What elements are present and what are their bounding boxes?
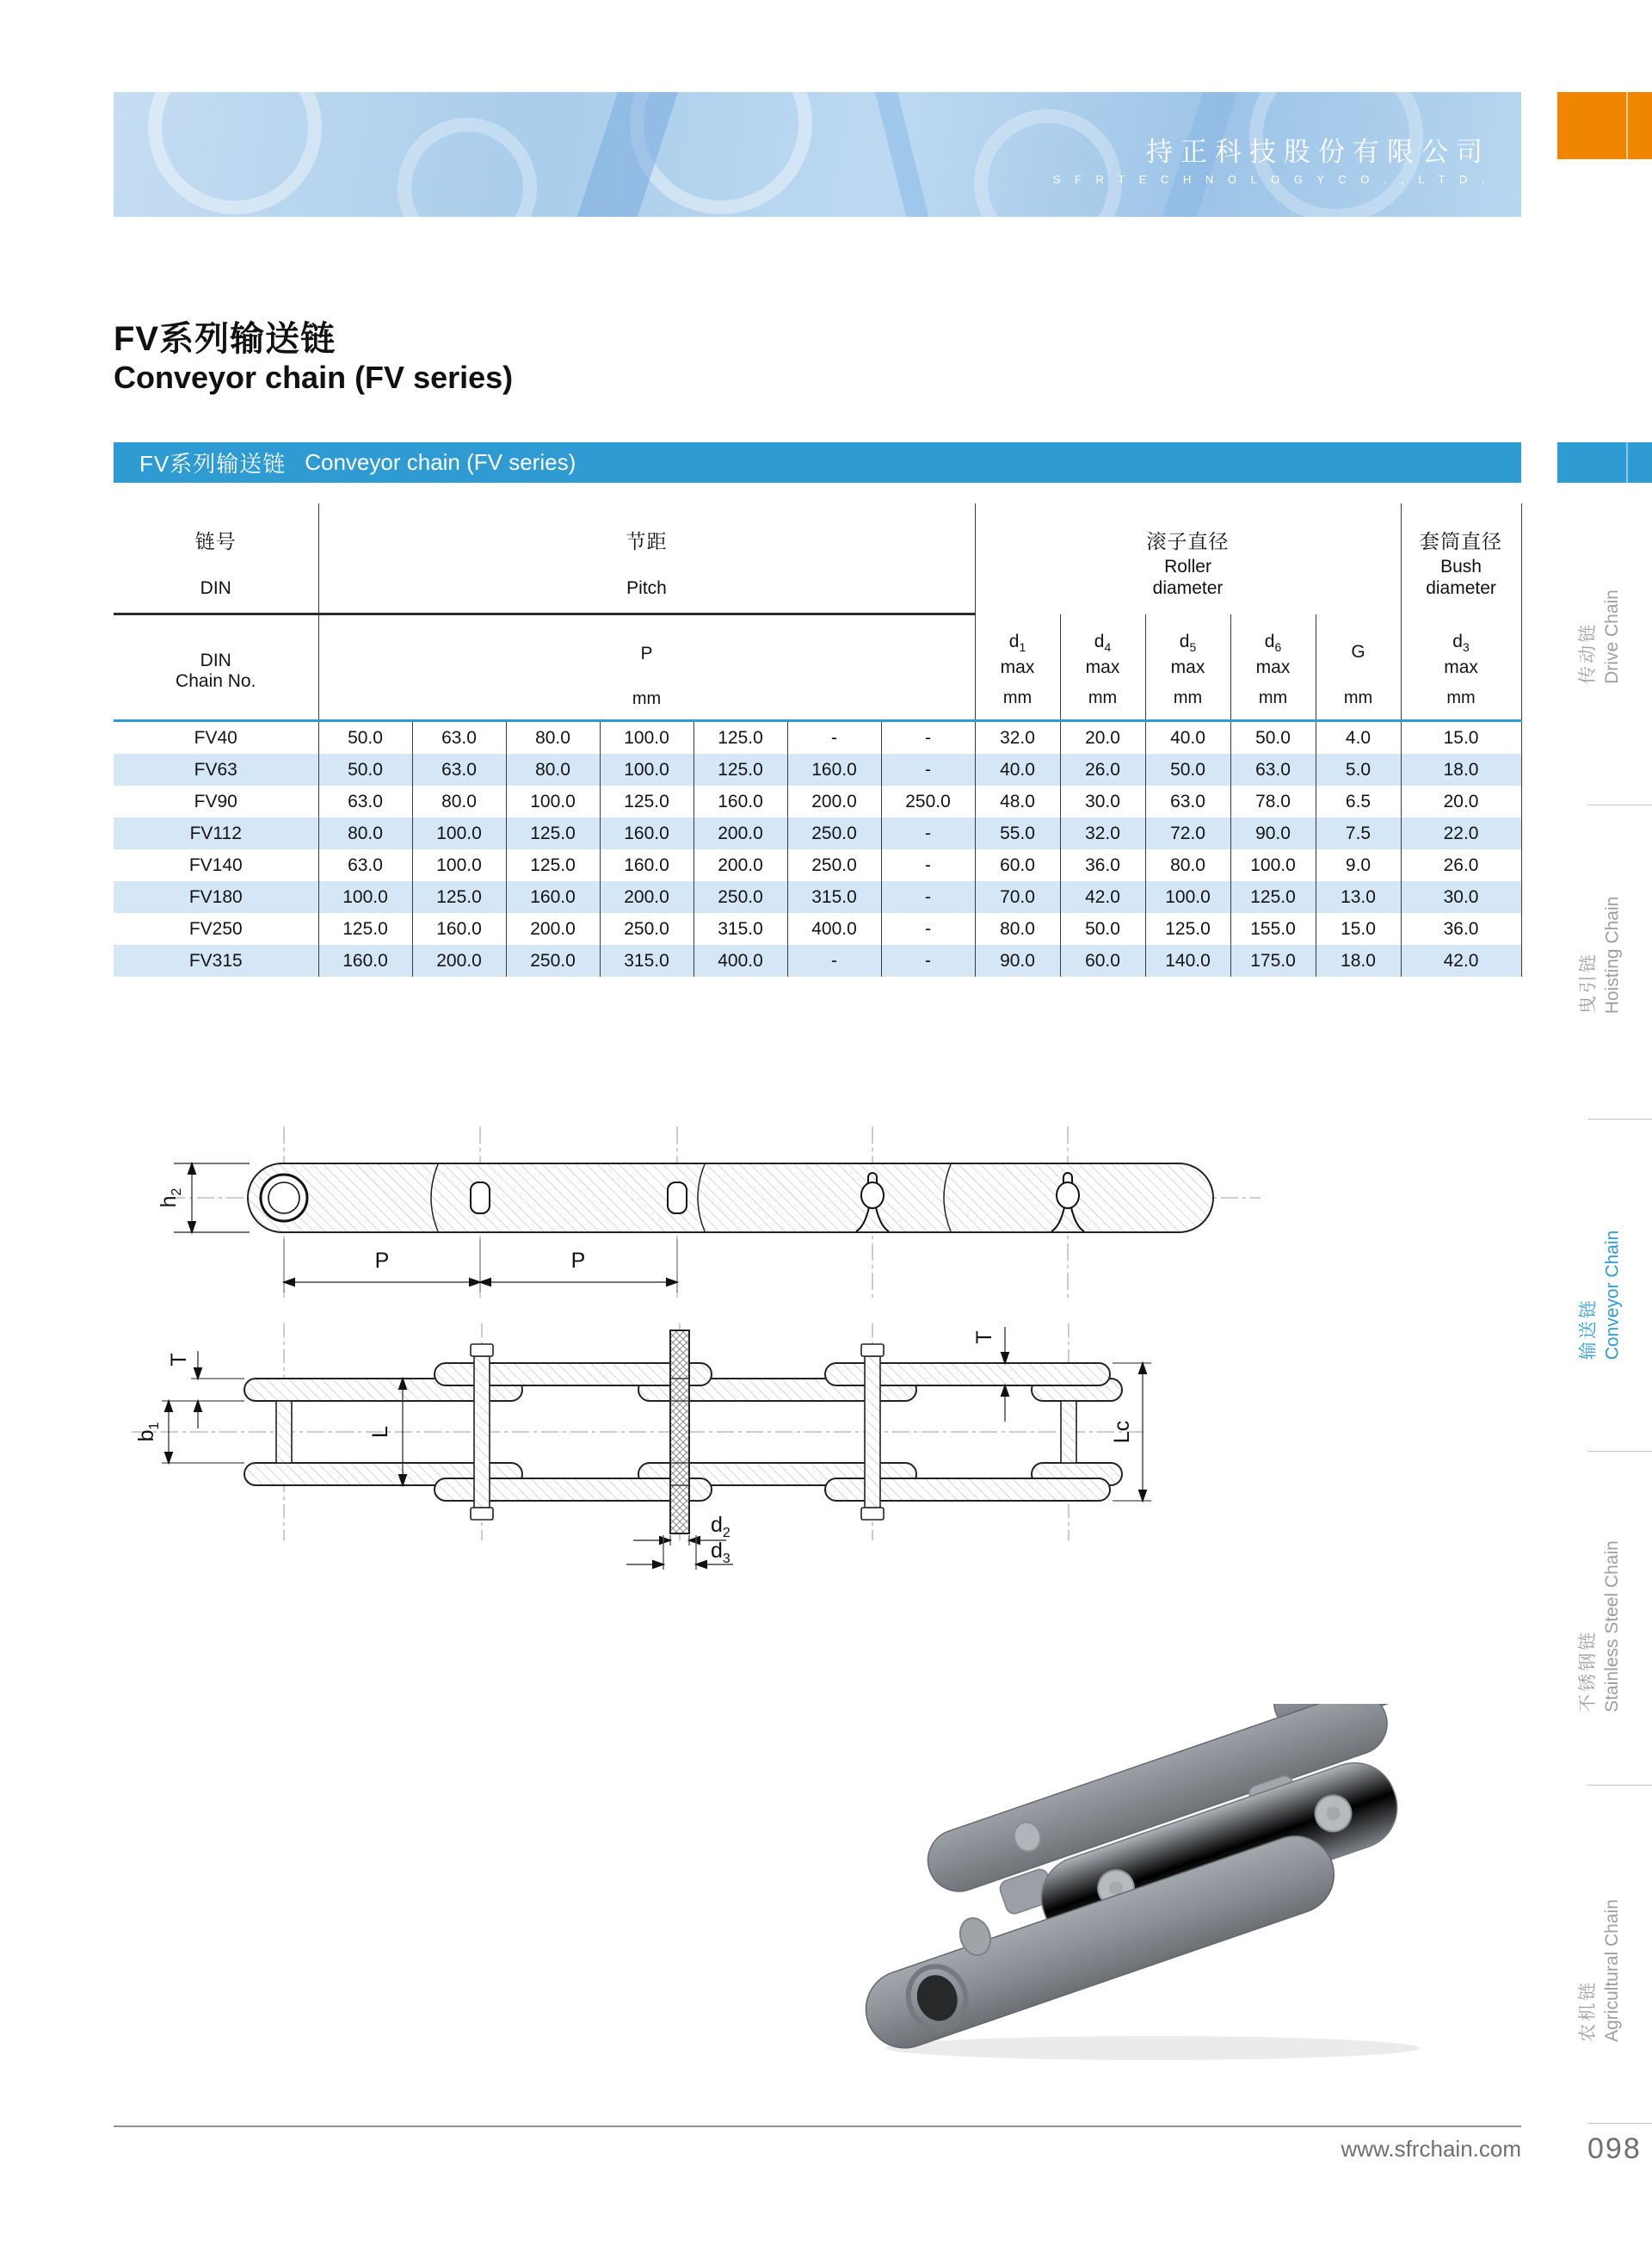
sidebar-label-en: Stainless Steel Chain bbox=[1602, 1540, 1622, 1712]
value-cell: 6.5 bbox=[1316, 786, 1401, 818]
value-cell: 175.0 bbox=[1230, 945, 1316, 977]
section-label-en: Conveyor chain (FV series) bbox=[305, 449, 576, 475]
value-cell: 315.0 bbox=[693, 913, 787, 945]
group-label-en: Bush diameter bbox=[1426, 557, 1496, 598]
table-row bbox=[114, 849, 1521, 881]
unit-mm: mm bbox=[1002, 688, 1032, 707]
value-cell: 78.0 bbox=[1230, 786, 1316, 818]
value-cell: 160.0 bbox=[600, 818, 693, 849]
value-cell: 400.0 bbox=[693, 945, 787, 977]
bush-pin bbox=[1061, 1401, 1076, 1463]
dim-label-l: L bbox=[368, 1426, 392, 1438]
page-title-en: Conveyor chain (FV series) bbox=[114, 360, 514, 395]
value-cell: 50.0 bbox=[1060, 913, 1145, 945]
sub-header-row bbox=[114, 614, 1521, 721]
value-cell: 80.0 bbox=[412, 786, 506, 818]
value-cell: 30.0 bbox=[1401, 881, 1521, 913]
value-cell: 20.0 bbox=[1401, 786, 1521, 818]
value-cell: 100.0 bbox=[318, 881, 412, 913]
group-label-cn: 滚子直径 bbox=[1146, 530, 1230, 552]
sidebar-item-agricultural-chain bbox=[1540, 1842, 1652, 2100]
value-cell: 80.0 bbox=[975, 913, 1060, 945]
value-cell: 50.0 bbox=[1230, 721, 1316, 755]
value-cell: 50.0 bbox=[318, 754, 412, 786]
dim-label-d3: $d_3$ bbox=[711, 1539, 730, 1566]
value-cell: 315.0 bbox=[600, 945, 693, 977]
chain-plan-drawing bbox=[119, 1318, 1160, 1576]
col-group-pitch bbox=[318, 503, 975, 614]
value-cell: 40.0 bbox=[975, 754, 1060, 786]
value-cell: 48.0 bbox=[975, 786, 1060, 818]
value-cell: 100.0 bbox=[1145, 881, 1230, 913]
value-cell: 50.0 bbox=[318, 721, 412, 755]
sidebar-label-cn: 曳引链 bbox=[1577, 952, 1598, 1015]
value-cell: 200.0 bbox=[600, 881, 693, 913]
value-cell: 160.0 bbox=[787, 754, 881, 786]
table-row bbox=[114, 913, 1521, 945]
value-cell: 160.0 bbox=[693, 786, 787, 818]
company-logo-text bbox=[1053, 137, 1490, 186]
value-cell: 42.0 bbox=[1401, 945, 1521, 977]
value-cell: 160.0 bbox=[506, 881, 600, 913]
value-cell: 125.0 bbox=[693, 754, 787, 786]
group-label-cn: 链号 bbox=[194, 530, 237, 552]
value-cell: 32.0 bbox=[975, 721, 1060, 755]
value-cell: 315.0 bbox=[787, 881, 881, 913]
spec-table bbox=[114, 503, 1522, 977]
group-label-cn: 节距 bbox=[626, 530, 668, 552]
bush-hole bbox=[471, 1182, 490, 1213]
value-cell: 140.0 bbox=[1145, 945, 1230, 977]
unit-mm: mm bbox=[1173, 688, 1203, 707]
value-cell: - bbox=[881, 849, 975, 881]
value-cell: 250.0 bbox=[787, 818, 881, 849]
header-banner bbox=[114, 92, 1521, 217]
value-cell: 100.0 bbox=[600, 721, 693, 755]
sidebar-divider bbox=[1587, 1119, 1652, 1120]
value-cell: 32.0 bbox=[1060, 818, 1145, 849]
value-cell: 200.0 bbox=[412, 945, 506, 977]
value-cell: 55.0 bbox=[975, 818, 1060, 849]
chain-no-cell: FV40 bbox=[114, 721, 318, 755]
col-g: G mm bbox=[1316, 614, 1401, 721]
bolt-pin bbox=[471, 1344, 493, 1520]
col-d6: $d_6$ max mm bbox=[1230, 614, 1316, 721]
footer-divider bbox=[114, 2126, 1521, 2127]
value-cell: 15.0 bbox=[1316, 913, 1401, 945]
value-cell: 250.0 bbox=[506, 945, 600, 977]
unit-mm: mm bbox=[632, 689, 662, 708]
unit-mm: mm bbox=[1446, 688, 1476, 707]
value-cell: - bbox=[787, 945, 881, 977]
value-cell: - bbox=[881, 945, 975, 977]
value-cell: 125.0 bbox=[506, 849, 600, 881]
table-row bbox=[114, 881, 1521, 913]
page-number: 098 bbox=[1587, 2132, 1642, 2165]
table-row bbox=[114, 754, 1521, 786]
dim-label-t: T bbox=[167, 1353, 191, 1367]
group-label-en: DIN bbox=[200, 578, 231, 598]
value-cell: 125.0 bbox=[600, 786, 693, 818]
value-cell: 20.0 bbox=[1060, 721, 1145, 755]
value-cell: 90.0 bbox=[1230, 818, 1316, 849]
value-cell: 80.0 bbox=[506, 721, 600, 755]
col-d1: $d_1$ max mm bbox=[975, 614, 1060, 721]
unit-mm: mm bbox=[1088, 688, 1118, 707]
page-title-cn: FV系列输送链 bbox=[114, 320, 336, 358]
table-row bbox=[114, 786, 1521, 818]
value-cell: 125.0 bbox=[506, 818, 600, 849]
value-cell: 100.0 bbox=[506, 786, 600, 818]
orange-tab-block bbox=[1557, 92, 1652, 159]
value-cell: 9.0 bbox=[1316, 849, 1401, 881]
sidebar-divider bbox=[1587, 1785, 1652, 1786]
table-body bbox=[114, 721, 1521, 978]
sidebar-label-en: Hoisting Chain bbox=[1601, 896, 1622, 1015]
value-cell: 70.0 bbox=[975, 881, 1060, 913]
value-cell: - bbox=[881, 754, 975, 786]
value-cell: 63.0 bbox=[318, 849, 412, 881]
sidebar-label-cn: 输送链 bbox=[1578, 1298, 1598, 1360]
chain-no-cell: FV250 bbox=[188, 918, 243, 939]
value-cell: 63.0 bbox=[1145, 786, 1230, 818]
value-cell: 200.0 bbox=[693, 818, 787, 849]
dim-label-p: P bbox=[374, 1249, 390, 1273]
unit-mm: mm bbox=[1343, 688, 1373, 707]
value-cell: 100.0 bbox=[1230, 849, 1316, 881]
value-cell: 13.0 bbox=[1316, 881, 1401, 913]
value-cell: 60.0 bbox=[975, 849, 1060, 881]
value-cell: 125.0 bbox=[693, 721, 787, 755]
col-group-roller-diameter bbox=[975, 503, 1401, 614]
chain-no-cell: FV140 bbox=[188, 855, 243, 875]
value-cell: 125.0 bbox=[1145, 913, 1230, 945]
col-d5: $d_5$ max mm bbox=[1145, 614, 1230, 721]
col-pitch-p bbox=[318, 614, 975, 721]
sidebar-label-en: Agricultural Chain bbox=[1602, 1899, 1622, 2042]
company-name-en: S F R T E C H N O L O G Y C O . , L T D . bbox=[1052, 173, 1490, 186]
value-cell: - bbox=[881, 913, 975, 945]
website-url: www.sfrchain.com bbox=[1341, 2136, 1521, 2162]
chain-no-cell: FV315 bbox=[114, 945, 318, 977]
value-cell: 18.0 bbox=[1401, 754, 1521, 786]
value-cell: 80.0 bbox=[506, 754, 600, 786]
unit-mm: mm bbox=[1258, 688, 1288, 707]
group-label-en: Roller diameter bbox=[1152, 557, 1224, 598]
value-cell: - bbox=[881, 818, 975, 849]
sidebar-label-cn: 传动链 bbox=[1578, 621, 1598, 684]
sidebar-item-drive-chain bbox=[1540, 508, 1652, 766]
value-cell: 50.0 bbox=[1145, 754, 1230, 786]
value-cell: 5.0 bbox=[1316, 754, 1401, 786]
value-cell: - bbox=[787, 721, 881, 755]
value-cell: 4.0 bbox=[1316, 721, 1401, 755]
value-cell: 18.0 bbox=[1316, 945, 1401, 977]
value-cell: 90.0 bbox=[975, 945, 1060, 977]
value-cell: 22.0 bbox=[1401, 818, 1521, 849]
chain-no-cell: FV112 bbox=[114, 818, 318, 849]
group-label-en: Pitch bbox=[626, 578, 667, 598]
section-label-cn: FV系列输送链 bbox=[139, 451, 287, 477]
dim-label-lc: Lc bbox=[1110, 1420, 1134, 1444]
table-row bbox=[114, 721, 1521, 755]
sidebar-active-tab-block bbox=[1557, 442, 1652, 483]
value-cell: 36.0 bbox=[1060, 849, 1145, 881]
value-cell: 100.0 bbox=[412, 849, 506, 881]
sidebar-item-conveyor-chain bbox=[1540, 1166, 1652, 1424]
value-cell: 125.0 bbox=[412, 881, 506, 913]
value-cell: 125.0 bbox=[318, 913, 412, 945]
value-cell: 63.0 bbox=[412, 754, 506, 786]
chain-elevation-drawing bbox=[120, 1114, 1273, 1312]
sidebar-label-en: Drive Chain bbox=[1602, 589, 1622, 684]
value-cell: - bbox=[881, 721, 975, 755]
group-label-cn: 套筒直径 bbox=[1420, 530, 1503, 552]
sub-label: Chain No. bbox=[176, 670, 256, 691]
value-cell: 100.0 bbox=[600, 754, 693, 786]
sidebar-item-hoisting-chain bbox=[1540, 826, 1652, 1084]
sidebar-label-en: Conveyor Chain bbox=[1602, 1230, 1622, 1360]
company-name-cn: 持正科技股份有限公司 bbox=[1146, 137, 1490, 167]
sidebar-label-cn: 不锈钢链 bbox=[1578, 1629, 1598, 1712]
col-group-bush-diameter bbox=[1401, 503, 1521, 614]
extended-pin bbox=[670, 1330, 689, 1533]
value-cell: 72.0 bbox=[1145, 818, 1230, 849]
bush-pin bbox=[276, 1401, 292, 1463]
col-d3: $d_3$ max mm bbox=[1401, 614, 1521, 721]
value-cell: 36.0 bbox=[1401, 913, 1521, 945]
value-cell: 200.0 bbox=[787, 786, 881, 818]
banner-streak bbox=[869, 92, 939, 217]
col-group-chain-no bbox=[114, 503, 318, 614]
bolt-pin bbox=[861, 1344, 884, 1520]
value-cell: 26.0 bbox=[1060, 754, 1145, 786]
sidebar-item-stainless-steel-chain bbox=[1540, 1497, 1652, 1755]
chain-no-cell: FV90 bbox=[194, 791, 237, 811]
value-cell: 80.0 bbox=[318, 818, 412, 849]
value-cell: 30.0 bbox=[1060, 786, 1145, 818]
chain-no-cell: FV63 bbox=[114, 754, 318, 786]
chain-ring-decoration bbox=[398, 118, 537, 217]
sub-label: DIN bbox=[200, 650, 231, 670]
value-cell: 60.0 bbox=[1060, 945, 1145, 977]
sidebar-divider bbox=[1587, 1451, 1652, 1452]
value-cell: 100.0 bbox=[412, 818, 506, 849]
value-cell: 63.0 bbox=[412, 721, 506, 755]
dim-label-d2: $d_2$ bbox=[711, 1513, 730, 1540]
value-cell: 250.0 bbox=[600, 913, 693, 945]
sidebar-label-cn: 农机链 bbox=[1578, 1979, 1598, 2042]
value-cell: 250.0 bbox=[693, 881, 787, 913]
sidebar-divider bbox=[1587, 2123, 1652, 2124]
value-cell: 200.0 bbox=[693, 849, 787, 881]
table-row bbox=[114, 818, 1521, 849]
value-cell: 63.0 bbox=[1230, 754, 1316, 786]
value-cell: 160.0 bbox=[412, 913, 506, 945]
value-cell: 160.0 bbox=[318, 945, 412, 977]
value-cell: 400.0 bbox=[787, 913, 881, 945]
value-cell: 200.0 bbox=[506, 913, 600, 945]
spec-table-container bbox=[114, 503, 1521, 977]
value-cell: 7.5 bbox=[1316, 818, 1401, 849]
table-row bbox=[114, 945, 1521, 977]
value-cell: 26.0 bbox=[1401, 849, 1521, 881]
col-d4: $d_4$ max mm bbox=[1060, 614, 1145, 721]
dim-label-h2: $h_2$ bbox=[157, 1188, 184, 1208]
chain-ring-decoration bbox=[148, 92, 322, 214]
value-cell: 250.0 bbox=[787, 849, 881, 881]
value-cell: 155.0 bbox=[1230, 913, 1316, 945]
section-header-bar bbox=[114, 442, 1521, 483]
dim-label-b1: $b_1$ bbox=[134, 1422, 162, 1442]
group-header-row bbox=[114, 503, 1521, 614]
col-chain-no bbox=[114, 614, 318, 721]
value-cell: 63.0 bbox=[318, 786, 412, 818]
chain-no-cell: FV180 bbox=[114, 881, 318, 913]
bush-hole bbox=[668, 1182, 687, 1213]
symbol-p: P bbox=[640, 643, 653, 663]
value-cell: 15.0 bbox=[1401, 721, 1521, 755]
value-cell: 250.0 bbox=[881, 786, 975, 818]
dim-label-p: P bbox=[570, 1249, 586, 1273]
value-cell: 160.0 bbox=[600, 849, 693, 881]
value-cell: - bbox=[881, 881, 975, 913]
value-cell: 40.0 bbox=[1145, 721, 1230, 755]
chain-product-photo bbox=[792, 1704, 1514, 2065]
value-cell: 42.0 bbox=[1060, 881, 1145, 913]
value-cell: 80.0 bbox=[1145, 849, 1230, 881]
dim-label-t: T bbox=[972, 1330, 996, 1344]
value-cell: 125.0 bbox=[1230, 881, 1316, 913]
